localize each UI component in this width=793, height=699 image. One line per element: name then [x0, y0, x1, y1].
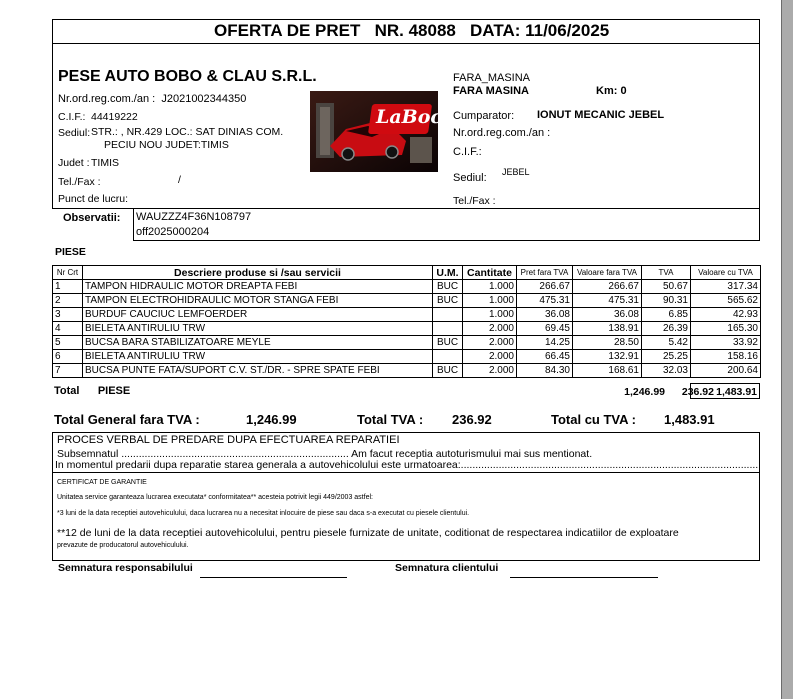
company-logo — [310, 91, 462, 172]
row-description: BURDUF CAUCIUC LEMFOERDER — [83, 308, 433, 322]
row-price: 66.45 — [517, 350, 573, 364]
company-reg: Nr.ord.reg.com./an : J2021002344350 — [58, 93, 247, 105]
row-total: 158.16 — [691, 350, 761, 364]
header-um: U.M. — [433, 266, 463, 280]
table-row — [53, 294, 761, 308]
row-qty: 2.000 — [463, 350, 517, 364]
company-judet-value: TIMIS — [91, 157, 119, 169]
row-total: 565.62 — [691, 294, 761, 308]
certificat-line3: **12 de luni de la data receptiei autovehicolului, pentru piesele furnizate de unitate, coditionat de respectarea indicatiilor de exploatare — [57, 527, 679, 539]
table-row — [53, 350, 761, 364]
row-total: 200.64 — [691, 364, 761, 378]
company-sediu-label: Sediul: — [58, 127, 91, 139]
table-row — [53, 322, 761, 336]
row-qty: 1.000 — [463, 280, 517, 294]
row-tva: 32.03 — [642, 364, 691, 378]
row-price: 14.25 — [517, 336, 573, 350]
offer-title: OFERTA DE PRET NR. 48088 DATA: 11/06/2025 — [214, 21, 610, 40]
company-tel-label: Tel./Fax : — [58, 176, 101, 188]
row-um: BUC — [433, 294, 463, 308]
row-nr: 7 — [53, 364, 83, 378]
section-title: PIESE — [55, 246, 86, 258]
proces-divider — [52, 472, 760, 473]
row-total: 165.30 — [691, 322, 761, 336]
header-divider — [52, 43, 760, 44]
row-price: 84.30 — [517, 364, 573, 378]
observatii-line1: WAUZZZ4F36N108797 — [136, 211, 252, 223]
proces-line2: In momentul predarii dupa reparatie starea generala a autovehicolului este urmatoarea:...................................................................................................... — [55, 459, 759, 471]
row-um — [433, 308, 463, 322]
observatii-label: Observatii: — [63, 212, 121, 224]
row-tva: 26.39 — [642, 322, 691, 336]
row-tva: 50.67 — [642, 280, 691, 294]
row-nr: 6 — [53, 350, 83, 364]
row-nr: 3 — [53, 308, 83, 322]
row-nr: 2 — [53, 294, 83, 308]
client-name: IONUT MECANIC JEBEL — [537, 109, 665, 121]
client-tel-label: Tel./Fax : — [453, 195, 496, 207]
row-total: 33.92 — [691, 336, 761, 350]
header-description: Descriere produse si /sau servicii — [83, 266, 433, 280]
company-judet-label: Judet : — [58, 157, 90, 169]
row-value: 168.61 — [573, 364, 642, 378]
client-sediu-value: JEBEL — [502, 167, 530, 177]
observatii-line2: off2025000204 — [136, 226, 210, 238]
header-nr: Nr Crt — [53, 266, 83, 280]
row-nr: 1 — [53, 280, 83, 294]
row-description: BUCSA BARA STABILIZATOARE MEYLE — [83, 336, 433, 350]
tva-total-value: 236.92 — [452, 412, 492, 427]
table-row — [53, 364, 761, 378]
row-nr: 4 — [53, 322, 83, 336]
general-total-value: 1,246.99 — [246, 412, 297, 427]
row-price: 36.08 — [517, 308, 573, 322]
table-header-row — [53, 266, 761, 280]
row-um — [433, 350, 463, 364]
header-valoare-tva: Valoare cu TVA — [691, 266, 761, 280]
company-cif-value: 44419222 — [91, 111, 138, 123]
cu-tva-total-label: Total cu TVA : — [551, 412, 636, 427]
proces-title: PROCES VERBAL DE PREDARE DUPA EFECTUAREA REPARATIEI — [57, 434, 400, 446]
company-sediu-line2: PECIU NOU JUDET:TIMIS — [104, 139, 229, 151]
row-price: 69.45 — [517, 322, 573, 336]
certificat-line2: *3 luni de la data receptiei autovehiculului, daca lucrarea nu a necesitat inlocuire de piese sau daca s-a executat cu piesele clientului. — [57, 510, 470, 517]
row-price: 266.67 — [517, 280, 573, 294]
company-tel-value: / — [178, 174, 181, 186]
row-price: 475.31 — [517, 294, 573, 308]
row-description: BIELETA ANTIRULIU TRW — [83, 350, 433, 364]
row-um: BUC — [433, 336, 463, 350]
row-description: BUCSA PUNTE FATA/SUPORT C.V. ST./DR. - SPRE SPATE FEBI — [83, 364, 433, 378]
total-cu-tva: 1,483.91 — [716, 386, 757, 398]
table-row — [53, 308, 761, 322]
client-label: Cumparator: — [453, 110, 515, 122]
row-description: TAMPON HIDRAULIC MOTOR DREAPTA FEBI — [83, 280, 433, 294]
vehicle-line2: FARA MASINA — [453, 85, 529, 97]
total-tva: 236.92 — [681, 386, 714, 398]
row-nr: 5 — [53, 336, 83, 350]
row-description: BIELETA ANTIRULIU TRW — [83, 322, 433, 336]
company-name: PESE AUTO BOBO & CLAU S.R.L. — [58, 68, 317, 85]
logo-text: LaBocla — [376, 106, 462, 128]
row-tva: 6.85 — [642, 308, 691, 322]
vehicle-km: Km: 0 — [596, 85, 627, 97]
signature-client-label: Semnatura clientului — [395, 562, 499, 574]
row-tva: 90.31 — [642, 294, 691, 308]
row-um: BUC — [433, 280, 463, 294]
client-cif-label: C.I.F.: — [453, 146, 482, 158]
sports-car-icon — [310, 91, 438, 172]
items-table — [52, 265, 761, 378]
signature-client-line — [510, 577, 658, 578]
table-row — [53, 280, 761, 294]
header-valoare: Valoare fara TVA — [573, 266, 642, 280]
header-cantitate: Cantitate — [463, 266, 517, 280]
row-value: 132.91 — [573, 350, 642, 364]
client-reg-label: Nr.ord.reg.com./an : — [453, 127, 551, 139]
row-value: 475.31 — [573, 294, 642, 308]
row-tva: 5.42 — [642, 336, 691, 350]
row-total: 42.93 — [691, 308, 761, 322]
signature-responsible-line — [200, 577, 347, 578]
row-value: 28.50 — [573, 336, 642, 350]
row-um: BUC — [433, 364, 463, 378]
row-qty: 2.000 — [463, 364, 517, 378]
row-qty: 2.000 — [463, 322, 517, 336]
certificat-line4: prevazute de producatorul autovehiculului. — [57, 542, 189, 549]
total-fara-tva: 1,246.99 — [624, 386, 665, 398]
row-value: 266.67 — [573, 280, 642, 294]
vehicle-line1: FARA_MASINA — [453, 72, 531, 84]
table-row — [53, 336, 761, 350]
certificat-line1: Unitatea service garanteaza lucrarea executata* conformitatea** acesteia potrivit legii 449/2003 astfel: — [57, 494, 373, 501]
proces-line1: Subsemnatul .............................................................................. Am facut receptia autoturismului mai sus mentionat. — [57, 448, 593, 460]
header-tva: TVA — [642, 266, 691, 280]
row-description: TAMPON ELECTROHIDRAULIC MOTOR STANGA FEBI — [83, 294, 433, 308]
row-um — [433, 322, 463, 336]
company-punct-label: Punct de lucru: — [58, 193, 129, 205]
certificat-title: CERTIFICAT DE GARANTIE — [57, 479, 147, 486]
company-cif-label: C.I.F.: — [58, 111, 86, 123]
row-qty: 1.000 — [463, 308, 517, 322]
cu-tva-total-value: 1,483.91 — [664, 412, 715, 427]
signature-responsible-label: Semnatura responsabilului — [58, 562, 193, 574]
row-value: 36.08 — [573, 308, 642, 322]
tva-total-label: Total TVA : — [357, 412, 424, 427]
row-qty: 1.000 — [463, 294, 517, 308]
general-total-label: Total General fara TVA : — [54, 412, 200, 427]
row-tva: 25.25 — [642, 350, 691, 364]
row-qty: 2.000 — [463, 336, 517, 350]
total-label: Total PIESE — [54, 385, 131, 397]
client-sediu-label: Sediul: — [453, 172, 487, 184]
row-total: 317.34 — [691, 280, 761, 294]
header-pret: Pret fara TVA — [517, 266, 573, 280]
company-sediu-line1: STR.: , NR.429 LOC.: SAT DINIAS COM. — [91, 126, 284, 138]
row-value: 138.91 — [573, 322, 642, 336]
